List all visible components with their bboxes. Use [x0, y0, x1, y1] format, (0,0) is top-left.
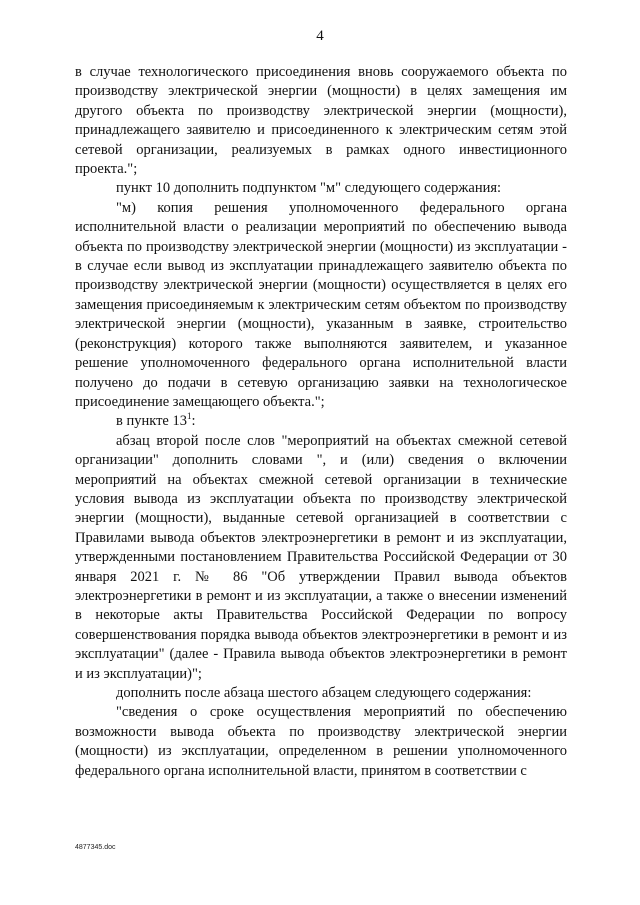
point-13-text: в пункте 13 [116, 413, 187, 430]
paragraph-svedeniya: "сведения о сроке осуществления мероприятий по обеспечению возможности вывода объекта по производству электрической энергии (мощности) из эксплуатации, определенном в решении уполномоченного федерального органа исполнительной власти, принятом в соответствии с [75, 704, 567, 779]
point-13-superscript: 1 [187, 411, 192, 422]
paragraph-point-10: пункт 10 дополнить подпунктом "м" следующего содержания: [116, 180, 502, 197]
paragraph-second-abzac: абзац второй после слов "мероприятий на объектах смежной сетевой организации" дополнить словами ", и (или) сведения о включении мероприятий на объектах смежной сетевой организации в технические условия вывода из эксплуатации объекта по производству электрической энергии (мощности), выданные сетевой организацией в соответствии с Правилами вывода объектов электроэнергетики в ремонт и из эксплуатации, утвержденными постановлением Правительства Российской Федерации от 30 января 2021 г. № 86 "Об утверждении Правил вывода объектов электроэнергетики в ремонт и из эксплуатации, а также о внесении изменений в некоторые акты Правительства Российской Федерации по вопросу совершенствования порядка вывода объектов электроэнергетики в ремонт и из эксплуатации" (далее - Правила вывода объектов электроэнергетики в ремонт и из эксплуатации)"; [75, 432, 567, 682]
paragraph-continuation: в случае технологического присоединения вновь сооружаемого объекта по производству электрической энергии (мощности) в целях замещения им другого объекта по производству электрической энергии (мощности), принадлежащего заявителю и присоединенного к электрическим сетям этой сетевой организации, реализуемых в рамках одного инвестиционного проекта."; [75, 64, 567, 178]
footer-filename: 4877345.doc [75, 844, 116, 851]
paragraph-subpoint-m: "м) копия решения уполномоченного федерального органа исполнительной власти о реализации мероприятий по обеспечению вывода объекта по производству электрической энергии (мощности) из эксплуатации - в случае если вывод из эксплуатации принадлежащего заявителю объекта по производству электрической энергии (мощности) осуществляется в целях его замещения присоединяемым к электрическим сетям объектом по производству электрической энергии (мощности), указанным в заявке, строительство (реконструкция) которого также выполняются заявителем, и указанное решение уполномоченного федерального органа исполнительной власти получено до подачи в сетевую организацию заявки на технологическое присоединение замещающего объекта."; [75, 199, 567, 410]
document-body [75, 63, 567, 781]
point-13-colon: : [191, 413, 196, 430]
paragraph-point-13-heading [75, 412, 567, 431]
page-number: 4 [316, 28, 324, 44]
paragraph-add-after-sixth: дополнить после абзаца шестого абзацем следующего содержания: [116, 685, 532, 701]
